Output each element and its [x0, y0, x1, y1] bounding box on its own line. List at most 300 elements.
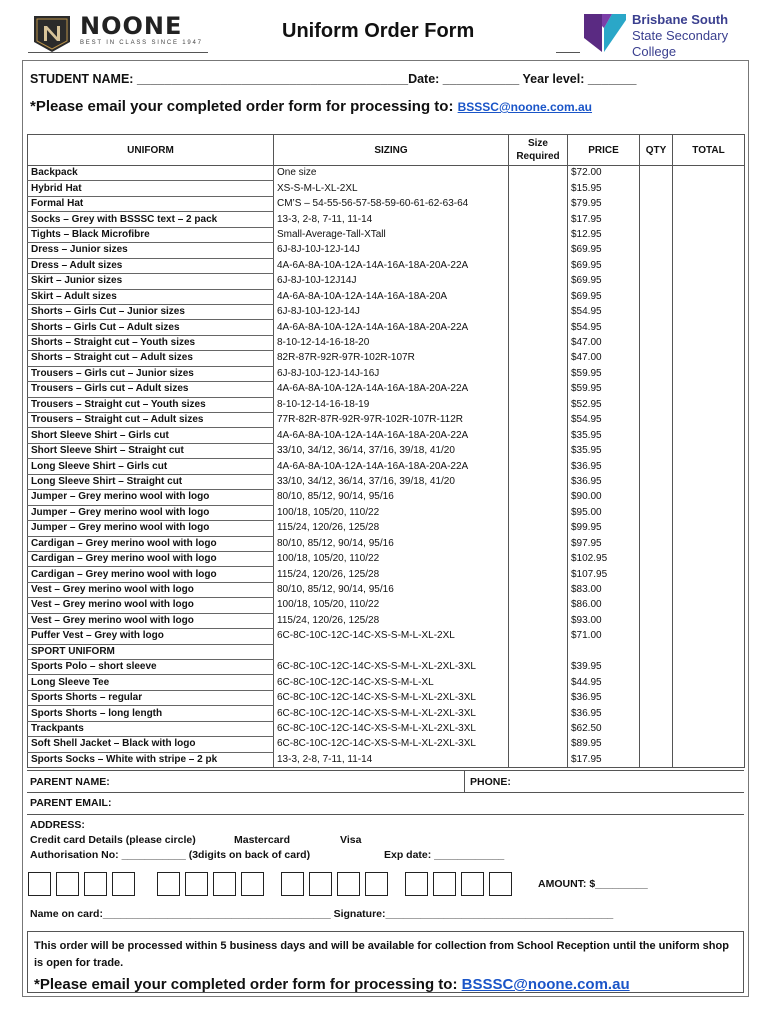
- qty-cell[interactable]: [640, 505, 673, 520]
- col-size-required-line2: Required: [516, 151, 560, 162]
- sizing-cell: 100/18, 105/20, 110/22: [274, 551, 509, 566]
- table-row: [28, 289, 745, 304]
- sizing-cell: 6C-8C-10C-12C-14C-XS-S-M-L-XL-2XL-3XL: [274, 660, 509, 675]
- qty-cell[interactable]: [640, 629, 673, 644]
- size-required-cell[interactable]: [509, 243, 568, 258]
- school-name-line1: Brisbane South: [632, 12, 729, 27]
- table-row: [28, 413, 745, 428]
- total-cell[interactable]: [673, 335, 745, 350]
- sizing-cell: 100/18, 105/20, 110/22: [274, 505, 509, 520]
- table-row: [28, 443, 745, 458]
- sizing-cell: 115/24, 120/26, 125/28: [274, 567, 509, 582]
- price-cell: $102.95: [568, 551, 640, 566]
- total-cell[interactable]: [673, 413, 745, 428]
- parent-name-label: PARENT NAME:: [30, 776, 110, 788]
- price-cell: $69.95: [568, 243, 640, 258]
- sizing-cell: 80/10, 85/12, 90/14, 95/16: [274, 582, 509, 597]
- qty-cell[interactable]: [640, 212, 673, 227]
- qty-cell[interactable]: [640, 443, 673, 458]
- total-cell[interactable]: [673, 397, 745, 412]
- size-required-cell[interactable]: [509, 443, 568, 458]
- qty-cell[interactable]: [640, 227, 673, 242]
- size-required-cell[interactable]: [509, 598, 568, 613]
- card-digit-box[interactable]: [365, 872, 388, 896]
- table-row: [28, 551, 745, 566]
- card-digit-box[interactable]: [433, 872, 456, 896]
- total-cell[interactable]: [673, 721, 745, 736]
- qty-cell[interactable]: [640, 536, 673, 551]
- card-digit-box[interactable]: [185, 872, 208, 896]
- table-row: [28, 474, 745, 489]
- card-digit-box[interactable]: [281, 872, 304, 896]
- qty-cell[interactable]: [640, 289, 673, 304]
- uniform-item-cell: Jumper – Grey merino wool with logo: [28, 505, 274, 520]
- total-cell[interactable]: [673, 752, 745, 767]
- qty-cell[interactable]: [640, 382, 673, 397]
- card-digit-box[interactable]: [489, 872, 512, 896]
- size-required-cell[interactable]: [509, 181, 568, 196]
- qty-cell[interactable]: [640, 459, 673, 474]
- uniform-item-cell: Puffer Vest – Grey with logo: [28, 629, 274, 644]
- name-signature-line[interactable]: Name on card:_______________________________________ Signature:_______________________________________: [30, 908, 614, 920]
- table-row: [28, 536, 745, 551]
- sizing-cell: 33/10, 34/12, 36/14, 37/16, 39/18, 41/20: [274, 474, 509, 489]
- school-name: [632, 12, 728, 60]
- table-row: [28, 320, 745, 335]
- sizing-cell: 100/18, 105/20, 110/22: [274, 598, 509, 613]
- table-body: [28, 166, 745, 768]
- qty-cell[interactable]: [640, 397, 673, 412]
- card-digit-box[interactable]: [337, 872, 360, 896]
- total-cell[interactable]: [673, 459, 745, 474]
- table-header-row: [28, 135, 745, 166]
- total-cell[interactable]: [673, 181, 745, 196]
- total-cell[interactable]: [673, 582, 745, 597]
- col-size-required-header: [509, 135, 568, 166]
- total-cell[interactable]: [673, 366, 745, 381]
- price-cell: $54.95: [568, 304, 640, 319]
- qty-cell[interactable]: [640, 675, 673, 690]
- page-title: Uniform Order Form: [282, 20, 475, 42]
- size-required-cell[interactable]: [509, 521, 568, 536]
- total-cell[interactable]: [673, 274, 745, 289]
- sizing-cell: 6C-8C-10C-12C-14C-XS-S-M-L-XL: [274, 675, 509, 690]
- uniform-item-cell: Skirt – Junior sizes: [28, 274, 274, 289]
- card-digit-box[interactable]: [309, 872, 332, 896]
- uniform-item-cell: Cardigan – Grey merino wool with logo: [28, 551, 274, 566]
- sizing-cell: 6C-8C-10C-12C-14C-XS-S-M-L-XL-2XL-3XL: [274, 737, 509, 752]
- table-row: [28, 366, 745, 381]
- total-cell[interactable]: [673, 613, 745, 628]
- table-row: [28, 227, 745, 242]
- total-cell[interactable]: [673, 304, 745, 319]
- table-row: [28, 567, 745, 582]
- size-required-cell[interactable]: [509, 227, 568, 242]
- sizing-cell: [274, 644, 509, 659]
- total-cell[interactable]: [673, 443, 745, 458]
- total-cell[interactable]: [673, 629, 745, 644]
- uniform-item-cell: Skirt – Adult sizes: [28, 289, 274, 304]
- email-instruction-text: *Please email your completed order form for processing to:: [30, 98, 454, 115]
- card-digit-box[interactable]: [28, 872, 51, 896]
- price-cell: $69.95: [568, 274, 640, 289]
- uniform-item-cell: Trousers – Straight cut – Youth sizes: [28, 397, 274, 412]
- table-row: [28, 675, 745, 690]
- uniform-item-cell: Trousers – Girls cut – Junior sizes: [28, 366, 274, 381]
- size-required-cell[interactable]: [509, 428, 568, 443]
- total-cell[interactable]: [673, 474, 745, 489]
- uniform-item-cell: Trackpants: [28, 721, 274, 736]
- uniform-item-cell: Vest – Grey merino wool with logo: [28, 613, 274, 628]
- total-cell[interactable]: [673, 258, 745, 273]
- size-required-cell[interactable]: [509, 413, 568, 428]
- price-cell: $17.95: [568, 752, 640, 767]
- header-rule-left: [28, 52, 208, 53]
- student-details-line[interactable]: STUDENT NAME: _______________________________________Date: ___________ Year level: _______: [30, 72, 637, 86]
- card-digit-box[interactable]: [461, 872, 484, 896]
- sizing-cell: 6J-8J-10J-12J-14J: [274, 243, 509, 258]
- table-row: [28, 706, 745, 721]
- table-row: [28, 629, 745, 644]
- brand-logo-wordmark: NOONE: [80, 12, 183, 40]
- size-required-cell[interactable]: [509, 382, 568, 397]
- uniform-item-cell: Short Sleeve Shirt – Girls cut: [28, 428, 274, 443]
- price-cell: $54.95: [568, 413, 640, 428]
- qty-cell[interactable]: [640, 490, 673, 505]
- table-row: [28, 613, 745, 628]
- size-required-cell[interactable]: [509, 320, 568, 335]
- price-cell: $72.00: [568, 166, 640, 181]
- price-cell: $17.95: [568, 212, 640, 227]
- size-required-cell[interactable]: [509, 304, 568, 319]
- price-cell: $59.95: [568, 382, 640, 397]
- qty-cell[interactable]: [640, 258, 673, 273]
- qty-cell[interactable]: [640, 521, 673, 536]
- table-row: [28, 582, 745, 597]
- qty-cell[interactable]: [640, 181, 673, 196]
- size-required-cell[interactable]: [509, 166, 568, 181]
- parent-email-label: PARENT EMAIL:: [30, 797, 112, 809]
- qty-cell[interactable]: [640, 335, 673, 350]
- qty-cell[interactable]: [640, 721, 673, 736]
- uniform-item-cell: Short Sleeve Shirt – Straight cut: [28, 443, 274, 458]
- uniform-item-cell: Trousers – Straight cut – Adult sizes: [28, 413, 274, 428]
- total-cell[interactable]: [673, 706, 745, 721]
- card-details-label: Credit card Details (please circle): [30, 834, 196, 846]
- qty-cell[interactable]: [640, 613, 673, 628]
- table-row: [28, 490, 745, 505]
- total-cell[interactable]: [673, 675, 745, 690]
- card-digit-box[interactable]: [84, 872, 107, 896]
- sizing-cell: 6C-8C-10C-12C-14C-XS-S-M-L-XL-2XL-3XL: [274, 706, 509, 721]
- total-cell[interactable]: [673, 567, 745, 582]
- table-row: [28, 505, 745, 520]
- size-required-cell[interactable]: [509, 536, 568, 551]
- size-required-cell[interactable]: [509, 212, 568, 227]
- price-cell: $69.95: [568, 289, 640, 304]
- uniform-item-cell: Hybrid Hat: [28, 181, 274, 196]
- total-cell[interactable]: [673, 166, 745, 181]
- uniform-item-cell: Sports Polo – short sleeve: [28, 660, 274, 675]
- price-cell: $36.95: [568, 690, 640, 705]
- school-name-line3: College: [632, 44, 677, 59]
- table-row: [28, 428, 745, 443]
- email-instruction: [30, 98, 592, 115]
- section-header-row: [28, 644, 745, 659]
- qty-cell[interactable]: [640, 644, 673, 659]
- size-required-cell[interactable]: [509, 274, 568, 289]
- total-cell[interactable]: [673, 227, 745, 242]
- uniform-item-cell: Shorts – Straight cut – Youth sizes: [28, 335, 274, 350]
- table-row: [28, 258, 745, 273]
- col-sizing-header: SIZING: [274, 135, 509, 166]
- qty-cell[interactable]: [640, 551, 673, 566]
- price-cell: $39.95: [568, 660, 640, 675]
- sizing-cell: 4A-6A-8A-10A-12A-14A-16A-18A-20A-22A: [274, 258, 509, 273]
- qty-cell[interactable]: [640, 196, 673, 211]
- sizing-cell: 6J-8J-10J-12J-14J-16J: [274, 366, 509, 381]
- visa-option[interactable]: Visa: [340, 834, 362, 846]
- sizing-cell: 4A-6A-8A-10A-12A-14A-16A-18A-20A: [274, 289, 509, 304]
- qty-cell[interactable]: [640, 737, 673, 752]
- uniform-item-cell: Shorts – Girls Cut – Junior sizes: [28, 304, 274, 319]
- table-row: [28, 212, 745, 227]
- size-required-cell[interactable]: [509, 459, 568, 474]
- size-required-cell[interactable]: [509, 351, 568, 366]
- price-cell: $36.95: [568, 474, 640, 489]
- price-cell: $47.00: [568, 335, 640, 350]
- sizing-cell: 33/10, 34/12, 36/14, 37/16, 39/18, 41/20: [274, 443, 509, 458]
- size-required-cell[interactable]: [509, 335, 568, 350]
- qty-cell[interactable]: [640, 274, 673, 289]
- qty-cell[interactable]: [640, 582, 673, 597]
- total-cell[interactable]: [673, 212, 745, 227]
- notice-email-line: [34, 976, 737, 993]
- divider-email: [27, 792, 744, 793]
- price-cell: $90.00: [568, 490, 640, 505]
- school-name-line2: State Secondary: [632, 28, 729, 43]
- exp-date-field[interactable]: Exp date: ____________: [384, 849, 505, 861]
- table-row: [28, 660, 745, 675]
- total-cell[interactable]: [673, 644, 745, 659]
- total-cell[interactable]: [673, 428, 745, 443]
- total-cell[interactable]: [673, 351, 745, 366]
- price-cell: $97.95: [568, 536, 640, 551]
- phone-label: PHONE:: [470, 776, 511, 788]
- price-cell: $35.95: [568, 443, 640, 458]
- sizing-cell: 6C-8C-10C-12C-14C-XS-S-M-L-XL-2XL: [274, 629, 509, 644]
- size-required-cell[interactable]: [509, 752, 568, 767]
- notice-email-text: *Please email your completed order form for processing to:: [34, 976, 458, 993]
- price-cell: $89.95: [568, 737, 640, 752]
- brand-tagline: BEST IN CLASS SINCE 1947: [80, 40, 203, 46]
- sizing-cell: 6C-8C-10C-12C-14C-XS-S-M-L-XL-2XL-3XL: [274, 721, 509, 736]
- table-row: [28, 382, 745, 397]
- uniform-item-cell: Trousers – Girls cut – Adult sizes: [28, 382, 274, 397]
- size-required-cell[interactable]: [509, 474, 568, 489]
- size-required-cell[interactable]: [509, 366, 568, 381]
- price-cell: $99.95: [568, 521, 640, 536]
- qty-cell[interactable]: [640, 752, 673, 767]
- sizing-cell: XS-S-M-L-XL-2XL: [274, 181, 509, 196]
- sizing-cell: 6J-8J-10J-12J-14J: [274, 304, 509, 319]
- price-cell: [568, 644, 640, 659]
- card-digit-box[interactable]: [56, 872, 79, 896]
- size-required-cell[interactable]: [509, 675, 568, 690]
- address-label: ADDRESS:: [30, 819, 85, 831]
- total-cell[interactable]: [673, 598, 745, 613]
- sizing-cell: 8-10-12-14-16-18-20: [274, 335, 509, 350]
- total-cell[interactable]: [673, 660, 745, 675]
- table-row: [28, 752, 745, 767]
- card-digit-box[interactable]: [405, 872, 428, 896]
- size-required-cell[interactable]: [509, 629, 568, 644]
- sizing-cell: 80/10, 85/12, 90/14, 95/16: [274, 490, 509, 505]
- size-required-cell[interactable]: [509, 567, 568, 582]
- price-cell: $86.00: [568, 598, 640, 613]
- size-required-cell[interactable]: [509, 289, 568, 304]
- size-required-cell[interactable]: [509, 258, 568, 273]
- total-cell[interactable]: [673, 551, 745, 566]
- price-cell: $107.95: [568, 567, 640, 582]
- sizing-cell: 6C-8C-10C-12C-14C-XS-S-M-L-XL-2XL-3XL: [274, 690, 509, 705]
- table-row: [28, 351, 745, 366]
- size-required-cell[interactable]: [509, 690, 568, 705]
- uniform-item-cell: Soft Shell Jacket – Black with logo: [28, 737, 274, 752]
- total-cell[interactable]: [673, 243, 745, 258]
- table-row: [28, 737, 745, 752]
- processing-notice-text: This order will be processed within 5 business days and will be available for collection from School Reception until the uniform shop is open for trade.: [34, 940, 729, 969]
- total-cell[interactable]: [673, 521, 745, 536]
- col-total-header: TOTAL: [673, 135, 745, 166]
- table-row: [28, 397, 745, 412]
- size-required-cell[interactable]: [509, 196, 568, 211]
- card-digit-box[interactable]: [112, 872, 135, 896]
- uniform-order-table: [27, 134, 745, 768]
- sizing-cell: 4A-6A-8A-10A-12A-14A-16A-18A-20A-22A: [274, 428, 509, 443]
- size-required-cell[interactable]: [509, 505, 568, 520]
- notice-email-link[interactable]: BSSSC@noone.com.au: [461, 976, 630, 993]
- sizing-cell: 13-3, 2-8, 7-11, 11-14: [274, 212, 509, 227]
- col-price-header: PRICE: [568, 135, 640, 166]
- table-row: [28, 304, 745, 319]
- uniform-item-cell: Backpack: [28, 166, 274, 181]
- total-cell[interactable]: [673, 737, 745, 752]
- size-required-cell[interactable]: [509, 490, 568, 505]
- header-rule-right: [556, 52, 580, 53]
- price-cell: $93.00: [568, 613, 640, 628]
- price-cell: $12.95: [568, 227, 640, 242]
- sizing-cell: 115/24, 120/26, 125/28: [274, 613, 509, 628]
- uniform-item-cell: Shorts – Girls Cut – Adult sizes: [28, 320, 274, 335]
- sizing-cell: 8-10-12-14-16-18-19: [274, 397, 509, 412]
- qty-cell[interactable]: [640, 413, 673, 428]
- order-email-link[interactable]: BSSSC@noone.com.au: [457, 100, 593, 114]
- qty-cell[interactable]: [640, 598, 673, 613]
- qty-cell[interactable]: [640, 690, 673, 705]
- noone-shield-logo-icon: [32, 14, 72, 54]
- qty-cell[interactable]: [640, 660, 673, 675]
- uniform-item-cell: Socks – Grey with BSSSC text – 2 pack: [28, 212, 274, 227]
- uniform-item-cell: SPORT UNIFORM: [28, 644, 274, 659]
- total-cell[interactable]: [673, 505, 745, 520]
- uniform-item-cell: Tights – Black Microfibre: [28, 227, 274, 242]
- qty-cell[interactable]: [640, 304, 673, 319]
- size-required-cell[interactable]: [509, 397, 568, 412]
- uniform-item-cell: Sports Shorts – regular: [28, 690, 274, 705]
- uniform-item-cell: Shorts – Straight cut – Adult sizes: [28, 351, 274, 366]
- size-required-cell[interactable]: [509, 660, 568, 675]
- price-cell: $79.95: [568, 196, 640, 211]
- size-required-cell[interactable]: [509, 582, 568, 597]
- price-cell: $95.00: [568, 505, 640, 520]
- sizing-cell: 115/24, 120/26, 125/28: [274, 521, 509, 536]
- total-cell[interactable]: [673, 490, 745, 505]
- table-row: [28, 196, 745, 211]
- size-required-cell[interactable]: [509, 551, 568, 566]
- table-row: [28, 721, 745, 736]
- qty-cell[interactable]: [640, 567, 673, 582]
- total-cell[interactable]: [673, 690, 745, 705]
- table-row: [28, 690, 745, 705]
- card-digit-box[interactable]: [157, 872, 180, 896]
- amount-field[interactable]: AMOUNT: $_________: [538, 878, 648, 890]
- price-cell: $47.00: [568, 351, 640, 366]
- size-required-cell[interactable]: [509, 644, 568, 659]
- qty-cell[interactable]: [640, 351, 673, 366]
- qty-cell[interactable]: [640, 320, 673, 335]
- qty-cell[interactable]: [640, 706, 673, 721]
- processing-notice: [27, 931, 744, 993]
- uniform-item-cell: Jumper – Grey merino wool with logo: [28, 490, 274, 505]
- uniform-item-cell: Long Sleeve Tee: [28, 675, 274, 690]
- price-cell: $35.95: [568, 428, 640, 443]
- size-required-cell[interactable]: [509, 737, 568, 752]
- price-cell: $71.00: [568, 629, 640, 644]
- total-cell[interactable]: [673, 289, 745, 304]
- uniform-item-cell: Dress – Adult sizes: [28, 258, 274, 273]
- school-crest-icon: [582, 10, 628, 54]
- qty-cell[interactable]: [640, 428, 673, 443]
- card-digit-box[interactable]: [241, 872, 264, 896]
- price-cell: $54.95: [568, 320, 640, 335]
- size-required-cell[interactable]: [509, 706, 568, 721]
- qty-cell[interactable]: [640, 474, 673, 489]
- sizing-cell: 80/10, 85/12, 90/14, 95/16: [274, 536, 509, 551]
- size-required-cell[interactable]: [509, 721, 568, 736]
- total-cell[interactable]: [673, 320, 745, 335]
- price-cell: $36.95: [568, 706, 640, 721]
- authorisation-field[interactable]: Authorisation No: ___________ (3digits on back of card): [30, 849, 311, 861]
- qty-cell[interactable]: [640, 243, 673, 258]
- uniform-item-cell: Long Sleeve Shirt – Straight cut: [28, 474, 274, 489]
- price-cell: $15.95: [568, 181, 640, 196]
- total-cell[interactable]: [673, 382, 745, 397]
- sizing-cell: 13-3, 2-8, 7-11, 11-14: [274, 752, 509, 767]
- uniform-item-cell: Dress – Junior sizes: [28, 243, 274, 258]
- card-digit-box[interactable]: [213, 872, 236, 896]
- mastercard-option[interactable]: Mastercard: [234, 834, 291, 846]
- qty-cell[interactable]: [640, 166, 673, 181]
- table-row: [28, 166, 745, 181]
- uniform-item-cell: Sports Shorts – long length: [28, 706, 274, 721]
- size-required-cell[interactable]: [509, 613, 568, 628]
- col-uniform-header: UNIFORM: [28, 135, 274, 166]
- total-cell[interactable]: [673, 536, 745, 551]
- total-cell[interactable]: [673, 196, 745, 211]
- uniform-item-cell: Long Sleeve Shirt – Girls cut: [28, 459, 274, 474]
- qty-cell[interactable]: [640, 366, 673, 381]
